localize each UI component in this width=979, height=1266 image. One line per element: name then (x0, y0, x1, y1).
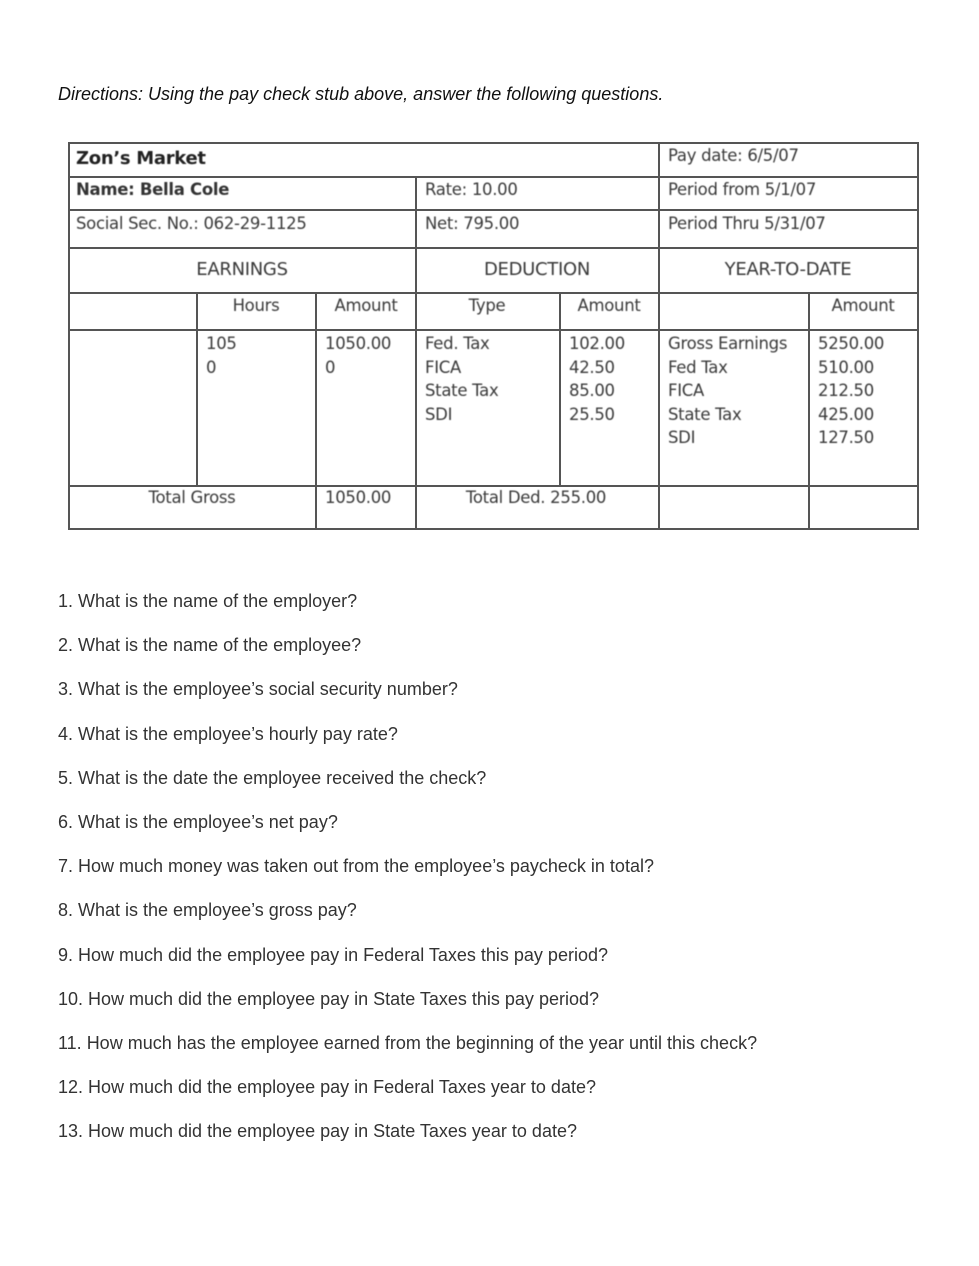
ssn: Social Sec. No.: 062-29-1125 (76, 214, 307, 233)
stub-line (68, 247, 919, 249)
question-item: 7. How much money was taken out from the employee’s paycheck in total? (58, 856, 654, 877)
ytd-label: Fed Tax (668, 357, 728, 377)
deduction-amount-column-header: Amount (577, 296, 641, 315)
deduction-type: State Tax (425, 381, 499, 400)
pay-stub-image (68, 142, 919, 529)
stub-line (196, 292, 198, 486)
earnings-header: EARNINGS (196, 259, 288, 280)
earnings-amount-value: 0 (325, 357, 336, 377)
hours-column-header: Hours (232, 296, 280, 315)
ytd-amount: 425.00 (818, 404, 874, 424)
hours-value: 105 (206, 334, 237, 353)
net-pay: Net: 795.00 (425, 214, 520, 233)
ytd-amount-column-header: Amount (831, 296, 895, 315)
period-from: Period from 5/1/07 (668, 180, 817, 199)
total-deductions: Total Ded. 255.00 (465, 488, 607, 507)
stub-border-right (917, 142, 919, 530)
question-item: 8. What is the employee’s gross pay? (58, 900, 357, 921)
deduction-type: FICA (425, 357, 461, 377)
deduction-type: SDI (425, 404, 453, 424)
total-gross-label: Total Gross (148, 488, 236, 507)
ytd-label: SDI (668, 428, 696, 447)
ytd-header: YEAR-TO-DATE (724, 259, 852, 280)
question-item: 4. What is the employee’s hourly pay rate? (58, 723, 398, 744)
question-item: 3. What is the employee’s social security number? (58, 679, 458, 700)
stub-line (808, 292, 810, 530)
type-column-header: Type (468, 296, 506, 315)
deduction-amount: 85.00 (569, 381, 615, 400)
directions-text: Directions: Using the pay check stub above, answer the following questions. (58, 84, 664, 104)
question-item: 2. What is the name of the employee? (58, 635, 362, 656)
ytd-amount: 212.50 (818, 381, 874, 400)
question-item: 9. How much did the employee pay in Federal Taxes this pay period? (58, 944, 608, 965)
deduction-amount: 42.50 (569, 357, 615, 377)
deduction-amount: 25.50 (569, 404, 615, 424)
stub-line (415, 176, 417, 530)
ytd-amount: 5250.00 (818, 334, 885, 353)
total-gross-value: 1050.00 (325, 488, 392, 507)
question-item: 11. How much has the employee earned from the beginning of the year until this check? (58, 1032, 758, 1053)
amount-column-header: Amount (334, 296, 398, 315)
question-item: 1. What is the name of the employer? (58, 591, 358, 611)
stub-line (68, 209, 919, 211)
question-item: 6. What is the employee’s net pay? (58, 811, 338, 832)
ytd-label: Gross Earnings (668, 334, 788, 353)
pay-rate: Rate: 10.00 (425, 180, 518, 199)
ytd-amount: 510.00 (818, 357, 874, 377)
employer-name: Zon’s Market (76, 148, 206, 169)
deduction-type: Fed. Tax (425, 334, 490, 353)
deduction-amount: 102.00 (569, 334, 625, 353)
stub-border-left (68, 142, 70, 530)
employee-name: Name: Bella Cole (76, 180, 230, 199)
hours-value: 0 (206, 357, 217, 377)
stub-line (658, 142, 660, 530)
question-item: 10. How much did the employee pay in State Taxes this pay period? (58, 988, 599, 1009)
pay-date: Pay date: 6/5/07 (668, 146, 799, 165)
earnings-amount-value: 1050.00 (325, 334, 392, 353)
deduction-header: DEDUCTION (483, 259, 591, 280)
question-item: 5. What is the date the employee received the check? (58, 767, 487, 788)
question-item: 13. How much did the employee pay in State Taxes year to date? (58, 1121, 577, 1142)
stub-border-bottom (68, 528, 919, 530)
stub-line (559, 292, 561, 486)
question-item: 12. How much did the employee pay in Federal Taxes year to date? (58, 1077, 596, 1098)
period-thru: Period Thru 5/31/07 (668, 214, 826, 233)
ytd-label: FICA (668, 381, 704, 400)
ytd-amount: 127.50 (818, 428, 874, 447)
ytd-label: State Tax (668, 404, 742, 424)
questions-list (58, 590, 757, 1164)
stub-line (315, 292, 317, 530)
